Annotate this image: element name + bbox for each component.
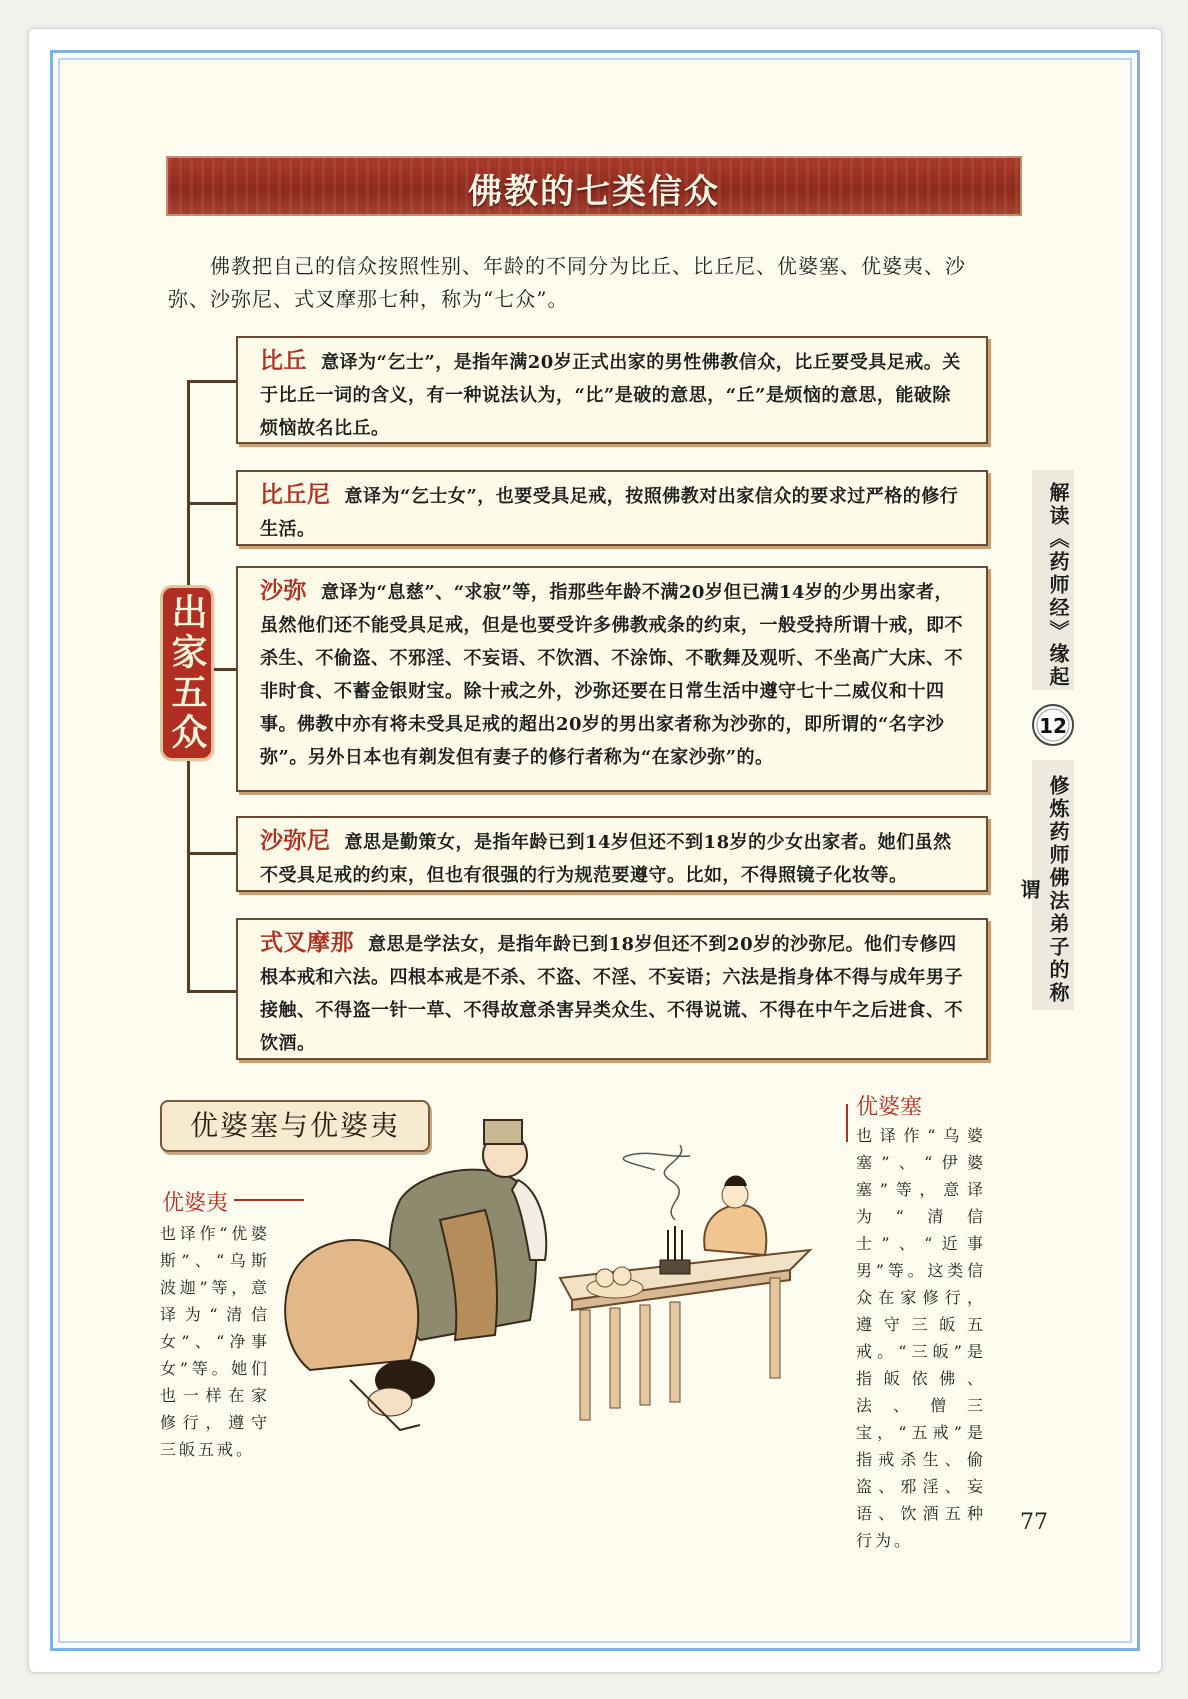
worship-illustration <box>250 1110 840 1470</box>
note-pointer-upasaka <box>846 1104 848 1142</box>
entry-term: 比丘 <box>260 347 307 374</box>
entry-text: 意译为“息慈”、“求寂”等，指那些年龄不满20岁但已满14岁的少男出家者，虽然他们还不能受具足戒，但是也要受许多佛教戒条的约束，一般受持所谓十戒，即不杀生、不偷盗、不邪淫、不妄语、不饮酒、不涂饰、不歌舞及观听、不坐高广大床、不非时食、不蓄金银财宝。除十戒之外，沙弥还要在日常生活中遵守七十二威仪和十四事。佛教中亦有将未受具足戒的超出20岁的男出家者称为沙弥的，即所谓的“名字沙弥”。另外日本也有剃发但有妻子的修行者称为“在家沙弥”的。 <box>260 582 963 768</box>
buddha-statue-graphic <box>704 1176 766 1256</box>
intro-paragraph: 佛教把自己的信众按照性别、年龄的不同分为比丘、比丘尼、优婆塞、优婆夷、沙弥、沙弥尼、式叉摩那七种，称为“七众”。 <box>168 254 966 311</box>
side-chapter-title: 解读《药师经》缘起 <box>1046 481 1070 689</box>
entry-box-samaneri <box>236 816 988 892</box>
section-tag: 优婆塞与优婆夷 <box>160 1100 430 1152</box>
tree-branch-4 <box>187 852 237 855</box>
entry-box-samanera <box>236 566 988 792</box>
chapter-number: 12 <box>1039 714 1067 738</box>
entry-term: 沙弥 <box>260 577 307 604</box>
tree-branch-1 <box>187 380 237 383</box>
page-number: 77 <box>1020 1510 1048 1535</box>
entry-text: 意译为“乞士女”，也要受具足戒，按照佛教对出家信众的要求过严格的修行生活。 <box>260 486 959 540</box>
tree-branch-5 <box>187 990 237 993</box>
group-label: 出家五众 <box>163 588 211 758</box>
entry-box-bhikkhuni <box>236 470 988 546</box>
side-section-title: 修炼药师佛法弟子的称谓 <box>1017 775 1070 1005</box>
entry-box-bhikkhu <box>236 336 988 444</box>
entry-term: 式叉摩那 <box>260 929 354 956</box>
entry-text: 意译为“乞士”，是指年满20岁正式出家的男性佛教信众，比丘要受具足戒。关于比丘一词的含义，有一种说法认为，“比”是破的意思，“丘”是烦恼的意思，能破除烦恼故名比丘。 <box>260 352 961 439</box>
entry-term: 比丘尼 <box>260 481 331 508</box>
page-title: 佛教的七类信众 <box>468 172 720 212</box>
note-title-upasaka: 优婆塞 <box>856 1095 923 1120</box>
note-title-upasika: 优婆夷 <box>162 1191 229 1216</box>
chapter-number-badge <box>1030 702 1076 748</box>
note-text-upasika: 也译作“优婆斯”、“乌斯波迦”等，意译为“清信女”、“净事女”等。她们也一样在家修行，遵守三皈五戒。 <box>160 1224 270 1459</box>
incense-burner-graphic <box>623 1145 690 1274</box>
entry-term: 沙弥尼 <box>260 827 331 854</box>
note-text-upasaka: 也译作“乌婆塞”、“伊婆塞”等，意译为“清信士”、“近事男”等。这类信众在家修行，遵守三皈五戒。“三皈”是指皈依佛、法、僧三宝，“五戒”是指戒杀生、偷盗、邪淫、妄语、饮酒五种行为。 <box>856 1126 986 1550</box>
entry-text: 意思是学法女，是指年龄已到18岁但还不到20岁的沙弥尼。他们专修四根本戒和六法。四根本戒是不杀、不盗、不淫、不妄语；六法是指身体不得与成年男子接触、不得盗一针一草、不得故意杀害异类众生、不得说谎、不得在中午之后进食、不饮酒。 <box>260 934 963 1054</box>
page-title-banner <box>168 158 1020 214</box>
tree-branch-2 <box>187 502 237 505</box>
entry-box-sikkhamana <box>236 918 988 1060</box>
entry-text: 意思是勤策女，是指年龄已到14岁但还不到18岁的少女出家者。她们虽然不受具足戒的约束，但也有很强的行为规范要遵守。比如，不得照镜子化妆等。 <box>260 832 952 886</box>
